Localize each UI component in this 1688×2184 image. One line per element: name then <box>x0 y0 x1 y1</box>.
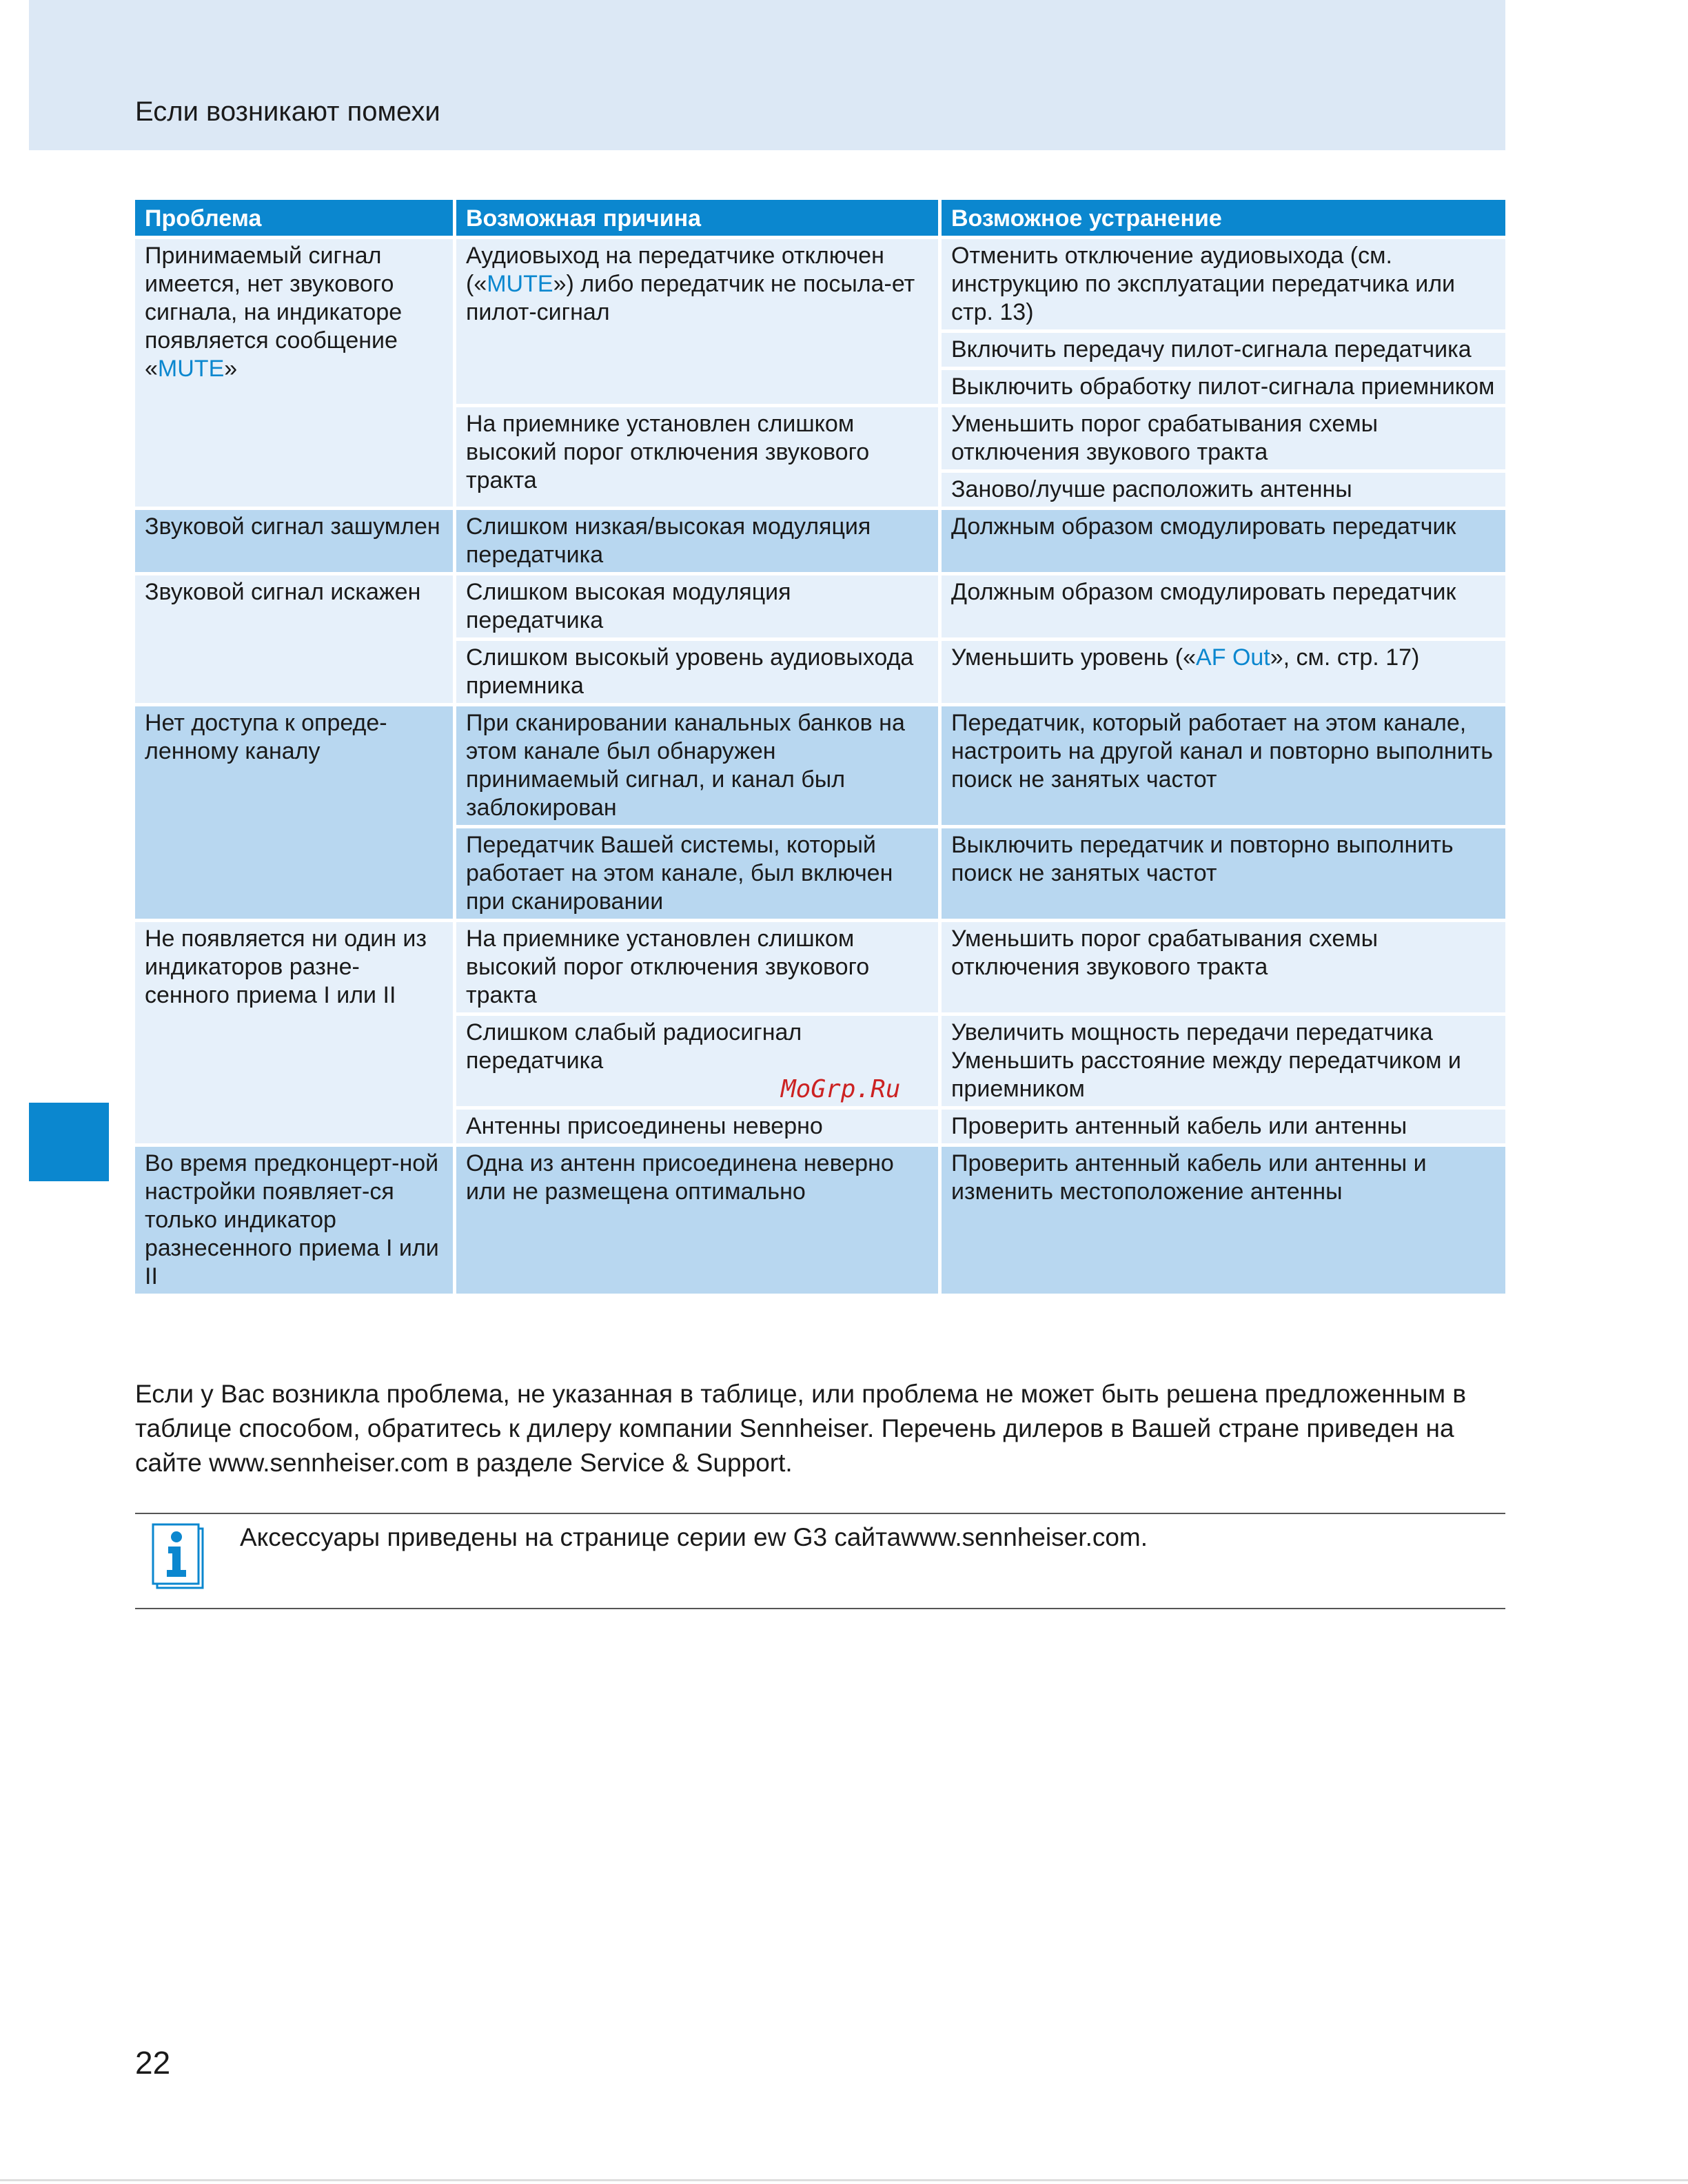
remedy-cell: Отменить отключение аудиовыхода (см. инструкцию по эксплуатации передатчика или стр. 13) <box>942 239 1505 333</box>
cause-cell: При сканировании канальных банков на этом канале был обнаружен принимаемый сигнал, и канал был заблокирован <box>456 706 942 828</box>
cause-cell: Антенны присоединены неверно <box>456 1110 942 1147</box>
note-bottom-rule <box>135 1608 1505 1609</box>
cause-cell: На приемнике установлен слишком высокий порог отключения звукового тракта <box>456 922 942 1016</box>
column-header-cause: Возможная причина <box>456 200 942 239</box>
watermark: MoGrp.Ru <box>781 1075 901 1103</box>
support-paragraph: Если у Вас возникла проблема, не указанная в таблице, или проблема не может быть решена предложенным в таблице способом, обратитесь к дилеру компании Sennheiser. Перечень дилеров в Вашей стране приведен на сайте www.sennheiser.com в разделе Service & Support. <box>135 1380 1466 1477</box>
header-band <box>29 0 1505 150</box>
mute-display-text: MUTE <box>157 356 225 382</box>
info-icon <box>150 1520 208 1592</box>
cause-cell: Одна из антенн присоединена неверно или не размещена оптимально <box>456 1147 942 1297</box>
table-header-row <box>135 200 1505 239</box>
cause-cell: Слишком высокая модуляция передатчика <box>456 575 942 641</box>
cause-cell: Передатчик Вашей системы, который работает на этом канале, был включен при сканировании <box>456 828 942 922</box>
table-row <box>135 706 1505 828</box>
cause-cell: Слишком низкая/высокая модуляция передатчика <box>456 510 942 575</box>
accessories-note: Аксессуары приведены на странице серии ew G3 сайтаwww.sennheiser.com. <box>240 1523 1148 1551</box>
mute-display-text: MUTE <box>487 271 553 297</box>
remedy-cell: Выключить передатчик и повторно выполнить поиск не занятых частот <box>942 828 1505 922</box>
problem-cell: Не появляется ни один из индикаторов разне-сенного приема I или II <box>135 922 456 1147</box>
note-top-rule <box>135 1513 1505 1514</box>
page-bottom-edge <box>0 2179 1688 2181</box>
cause-cell: Аудиовыход на передатчике отключен («MUTE») либо передатчик не посыла-ет пилот-сигнал <box>456 239 942 407</box>
table-row <box>135 510 1505 575</box>
remedy-cell: Уменьшить уровень («AF Out», см. стр. 17) <box>942 641 1505 706</box>
cause-cell: Слишком высокый уровень аудиовыхода приемника <box>456 641 942 706</box>
remedy-cell: Проверить антенный кабель или антенны и изменить местоположение антенны <box>942 1147 1505 1297</box>
af-out-display-text: AF Out <box>1196 644 1270 671</box>
column-header-problem: Проблема <box>135 200 456 239</box>
problem-cell: Принимаемый сигнал имеется, нет звукового сигнала, на индикаторе появляется сообщение «MUTE» <box>135 239 456 510</box>
column-header-remedy: Возможное устранение <box>942 200 1505 239</box>
remedy-cell: Выключить обработку пилот-сигнала приемником <box>942 370 1505 407</box>
remedy-cell: Заново/лучше расположить антенны <box>942 473 1505 510</box>
problem-cell: Во время предконцерт-ной настройки появляет-ся только индикатор разнесенного приема I или II <box>135 1147 456 1297</box>
table-row <box>135 575 1505 641</box>
remedy-cell: Должным образом смодулировать передатчик <box>942 575 1505 641</box>
cause-cell: На приемнике установлен слишком высокий порог отключения звукового тракта <box>456 407 942 510</box>
remedy-cell: Должным образом смодулировать передатчик <box>942 510 1505 575</box>
chapter-tab-marker <box>29 1103 109 1181</box>
page-title: Если возникают помехи <box>135 96 440 127</box>
page-number: 22 <box>135 2045 171 2081</box>
cause-cell: Слишком слабый радиосигнал передатчика <box>456 1016 942 1110</box>
remedy-cell: Включить передачу пилот-сигнала передатчика <box>942 333 1505 370</box>
table-row <box>135 922 1505 1016</box>
table-row <box>135 1147 1505 1297</box>
problem-cell: Звуковой сигнал зашумлен <box>135 510 456 575</box>
problem-cell: Нет доступа к опреде-ленному каналу <box>135 706 456 922</box>
remedy-cell: Уменьшить порог срабатывания схемы отключения звукового тракта <box>942 922 1505 1016</box>
problem-cell: Звуковой сигнал искажен <box>135 575 456 706</box>
remedy-cell: Проверить антенный кабель или антенны <box>942 1110 1505 1147</box>
troubleshooting-table <box>135 200 1505 1297</box>
remedy-cell: Передатчик, который работает на этом канале, настроить на другой канал и повторно выполнить поиск не занятых частот <box>942 706 1505 828</box>
table-row <box>135 239 1505 333</box>
remedy-cell: Уменьшить порог срабатывания схемы отключения звукового тракта <box>942 407 1505 473</box>
remedy-cell: Увеличить мощность передачи передатчика Уменьшить расстояние между передатчиком и приемником <box>942 1016 1505 1110</box>
